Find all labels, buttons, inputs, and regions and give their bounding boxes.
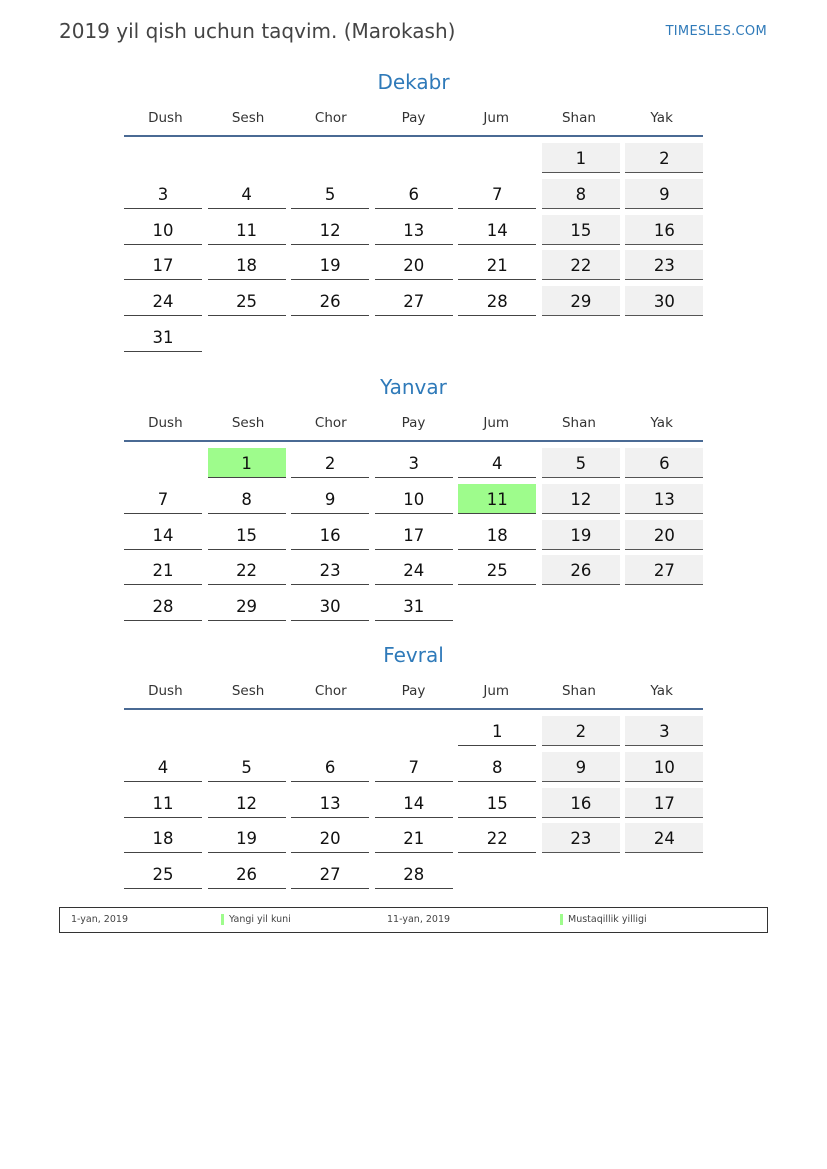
day-cell: 4 — [458, 448, 536, 478]
holiday-day-cell: 11 — [458, 484, 536, 514]
day-cell: 23 — [542, 823, 620, 853]
day-cell: 2 — [291, 448, 369, 478]
day-cell: 15 — [208, 520, 286, 550]
day-cell: 8 — [542, 179, 620, 209]
day-cell: 27 — [291, 859, 369, 889]
day-cell: 17 — [375, 520, 453, 550]
day-cell: 5 — [208, 752, 286, 782]
day-cell: 19 — [208, 823, 286, 853]
day-cell: 9 — [291, 484, 369, 514]
day-cell: 4 — [124, 752, 202, 782]
day-cell: 10 — [375, 484, 453, 514]
day-cell: 8 — [208, 484, 286, 514]
day-cell: 10 — [124, 215, 202, 245]
day-cell: 24 — [375, 555, 453, 585]
weekday-label: Chor — [314, 110, 347, 126]
weekday-label: Jum — [483, 415, 510, 431]
weekday-header — [124, 678, 703, 710]
day-cell: 2 — [542, 716, 620, 746]
day-cell: 7 — [375, 752, 453, 782]
weekday-label: Dush — [148, 415, 183, 431]
page-title: 2019 yil qish uchun taqvim. (Marokash) — [59, 19, 456, 43]
day-cell: 21 — [375, 823, 453, 853]
day-cell: 20 — [375, 250, 453, 280]
day-cell: 8 — [458, 752, 536, 782]
day-cell: 6 — [625, 448, 703, 478]
day-cell: 25 — [124, 859, 202, 889]
day-cell: 17 — [625, 788, 703, 818]
day-cell: 3 — [375, 448, 453, 478]
weekday-label: Shan — [561, 110, 596, 126]
weekday-label: Chor — [314, 415, 347, 431]
day-cell: 30 — [625, 286, 703, 316]
day-cell: 22 — [208, 555, 286, 585]
weekday-label: Yak — [650, 415, 673, 431]
day-cell: 22 — [542, 250, 620, 280]
day-cell: 18 — [458, 520, 536, 550]
weekday-label: Shan — [561, 415, 596, 431]
day-cell: 5 — [542, 448, 620, 478]
day-cell: 29 — [208, 591, 286, 621]
weekday-label: Sesh — [231, 683, 265, 699]
weekday-label: Dush — [148, 683, 183, 699]
weekday-label: Pay — [401, 415, 426, 431]
holiday-legend — [59, 907, 768, 933]
day-cell: 23 — [625, 250, 703, 280]
day-cell: 13 — [291, 788, 369, 818]
day-cell: 28 — [458, 286, 536, 316]
day-cell: 15 — [458, 788, 536, 818]
day-cell: 9 — [625, 179, 703, 209]
weekday-header — [124, 105, 703, 137]
day-cell: 19 — [542, 520, 620, 550]
day-cell: 23 — [291, 555, 369, 585]
day-cell: 31 — [375, 591, 453, 621]
site-link[interactable]: TIMESLES.COM — [665, 24, 767, 39]
day-cell: 20 — [291, 823, 369, 853]
day-cell: 26 — [291, 286, 369, 316]
day-cell: 1 — [542, 143, 620, 173]
day-cell: 29 — [542, 286, 620, 316]
day-cell: 24 — [124, 286, 202, 316]
holiday-day-cell: 1 — [208, 448, 286, 478]
day-cell: 1 — [458, 716, 536, 746]
day-cell: 25 — [458, 555, 536, 585]
day-cell: 6 — [375, 179, 453, 209]
day-cell: 27 — [625, 555, 703, 585]
holiday-marker-icon — [221, 914, 224, 925]
weekday-label: Yak — [650, 683, 673, 699]
weekday-label: Jum — [483, 110, 510, 126]
weekday-label: Sesh — [231, 110, 265, 126]
day-cell: 27 — [375, 286, 453, 316]
weekday-label: Sesh — [231, 415, 265, 431]
day-cell: 16 — [291, 520, 369, 550]
day-cell: 17 — [124, 250, 202, 280]
day-cell: 28 — [375, 859, 453, 889]
weekday-label: Pay — [401, 683, 426, 699]
day-cell: 18 — [124, 823, 202, 853]
day-cell: 10 — [625, 752, 703, 782]
day-cell: 16 — [542, 788, 620, 818]
day-cell: 21 — [458, 250, 536, 280]
day-cell: 16 — [625, 215, 703, 245]
day-cell: 31 — [124, 322, 202, 352]
day-cell: 13 — [375, 215, 453, 245]
day-cell: 18 — [208, 250, 286, 280]
day-cell: 7 — [458, 179, 536, 209]
day-cell: 5 — [291, 179, 369, 209]
day-cell: 28 — [124, 591, 202, 621]
weekday-label: Chor — [314, 683, 347, 699]
day-cell: 15 — [542, 215, 620, 245]
legend-name-1: Yangi yil kuni — [229, 914, 291, 925]
day-cell: 19 — [291, 250, 369, 280]
month-title: Yanvar — [380, 375, 447, 399]
day-cell: 14 — [458, 215, 536, 245]
day-cell: 14 — [375, 788, 453, 818]
day-cell: 12 — [208, 788, 286, 818]
day-cell: 4 — [208, 179, 286, 209]
day-cell: 3 — [625, 716, 703, 746]
day-cell: 12 — [542, 484, 620, 514]
day-cell: 11 — [124, 788, 202, 818]
legend-name-2: Mustaqillik yilligi — [568, 914, 647, 925]
weekday-label: Dush — [148, 110, 183, 126]
day-cell: 2 — [625, 143, 703, 173]
day-cell: 22 — [458, 823, 536, 853]
day-cell: 30 — [291, 591, 369, 621]
day-cell: 26 — [208, 859, 286, 889]
weekday-label: Yak — [650, 110, 673, 126]
day-cell: 24 — [625, 823, 703, 853]
day-cell: 20 — [625, 520, 703, 550]
weekday-label: Jum — [483, 683, 510, 699]
month-title: Fevral — [383, 643, 444, 667]
day-cell: 6 — [291, 752, 369, 782]
legend-date-1: 1-yan, 2019 — [71, 914, 128, 925]
day-cell: 25 — [208, 286, 286, 316]
day-cell: 11 — [208, 215, 286, 245]
day-cell: 26 — [542, 555, 620, 585]
day-cell: 21 — [124, 555, 202, 585]
weekday-header — [124, 410, 703, 442]
month-title: Dekabr — [377, 70, 450, 94]
weekday-label: Shan — [561, 683, 596, 699]
holiday-marker-icon — [560, 914, 563, 925]
legend-date-2: 11-yan, 2019 — [387, 914, 451, 925]
day-cell: 9 — [542, 752, 620, 782]
day-cell: 13 — [625, 484, 703, 514]
day-cell: 3 — [124, 179, 202, 209]
day-cell: 7 — [124, 484, 202, 514]
day-cell: 12 — [291, 215, 369, 245]
weekday-label: Pay — [401, 110, 426, 126]
day-cell: 14 — [124, 520, 202, 550]
